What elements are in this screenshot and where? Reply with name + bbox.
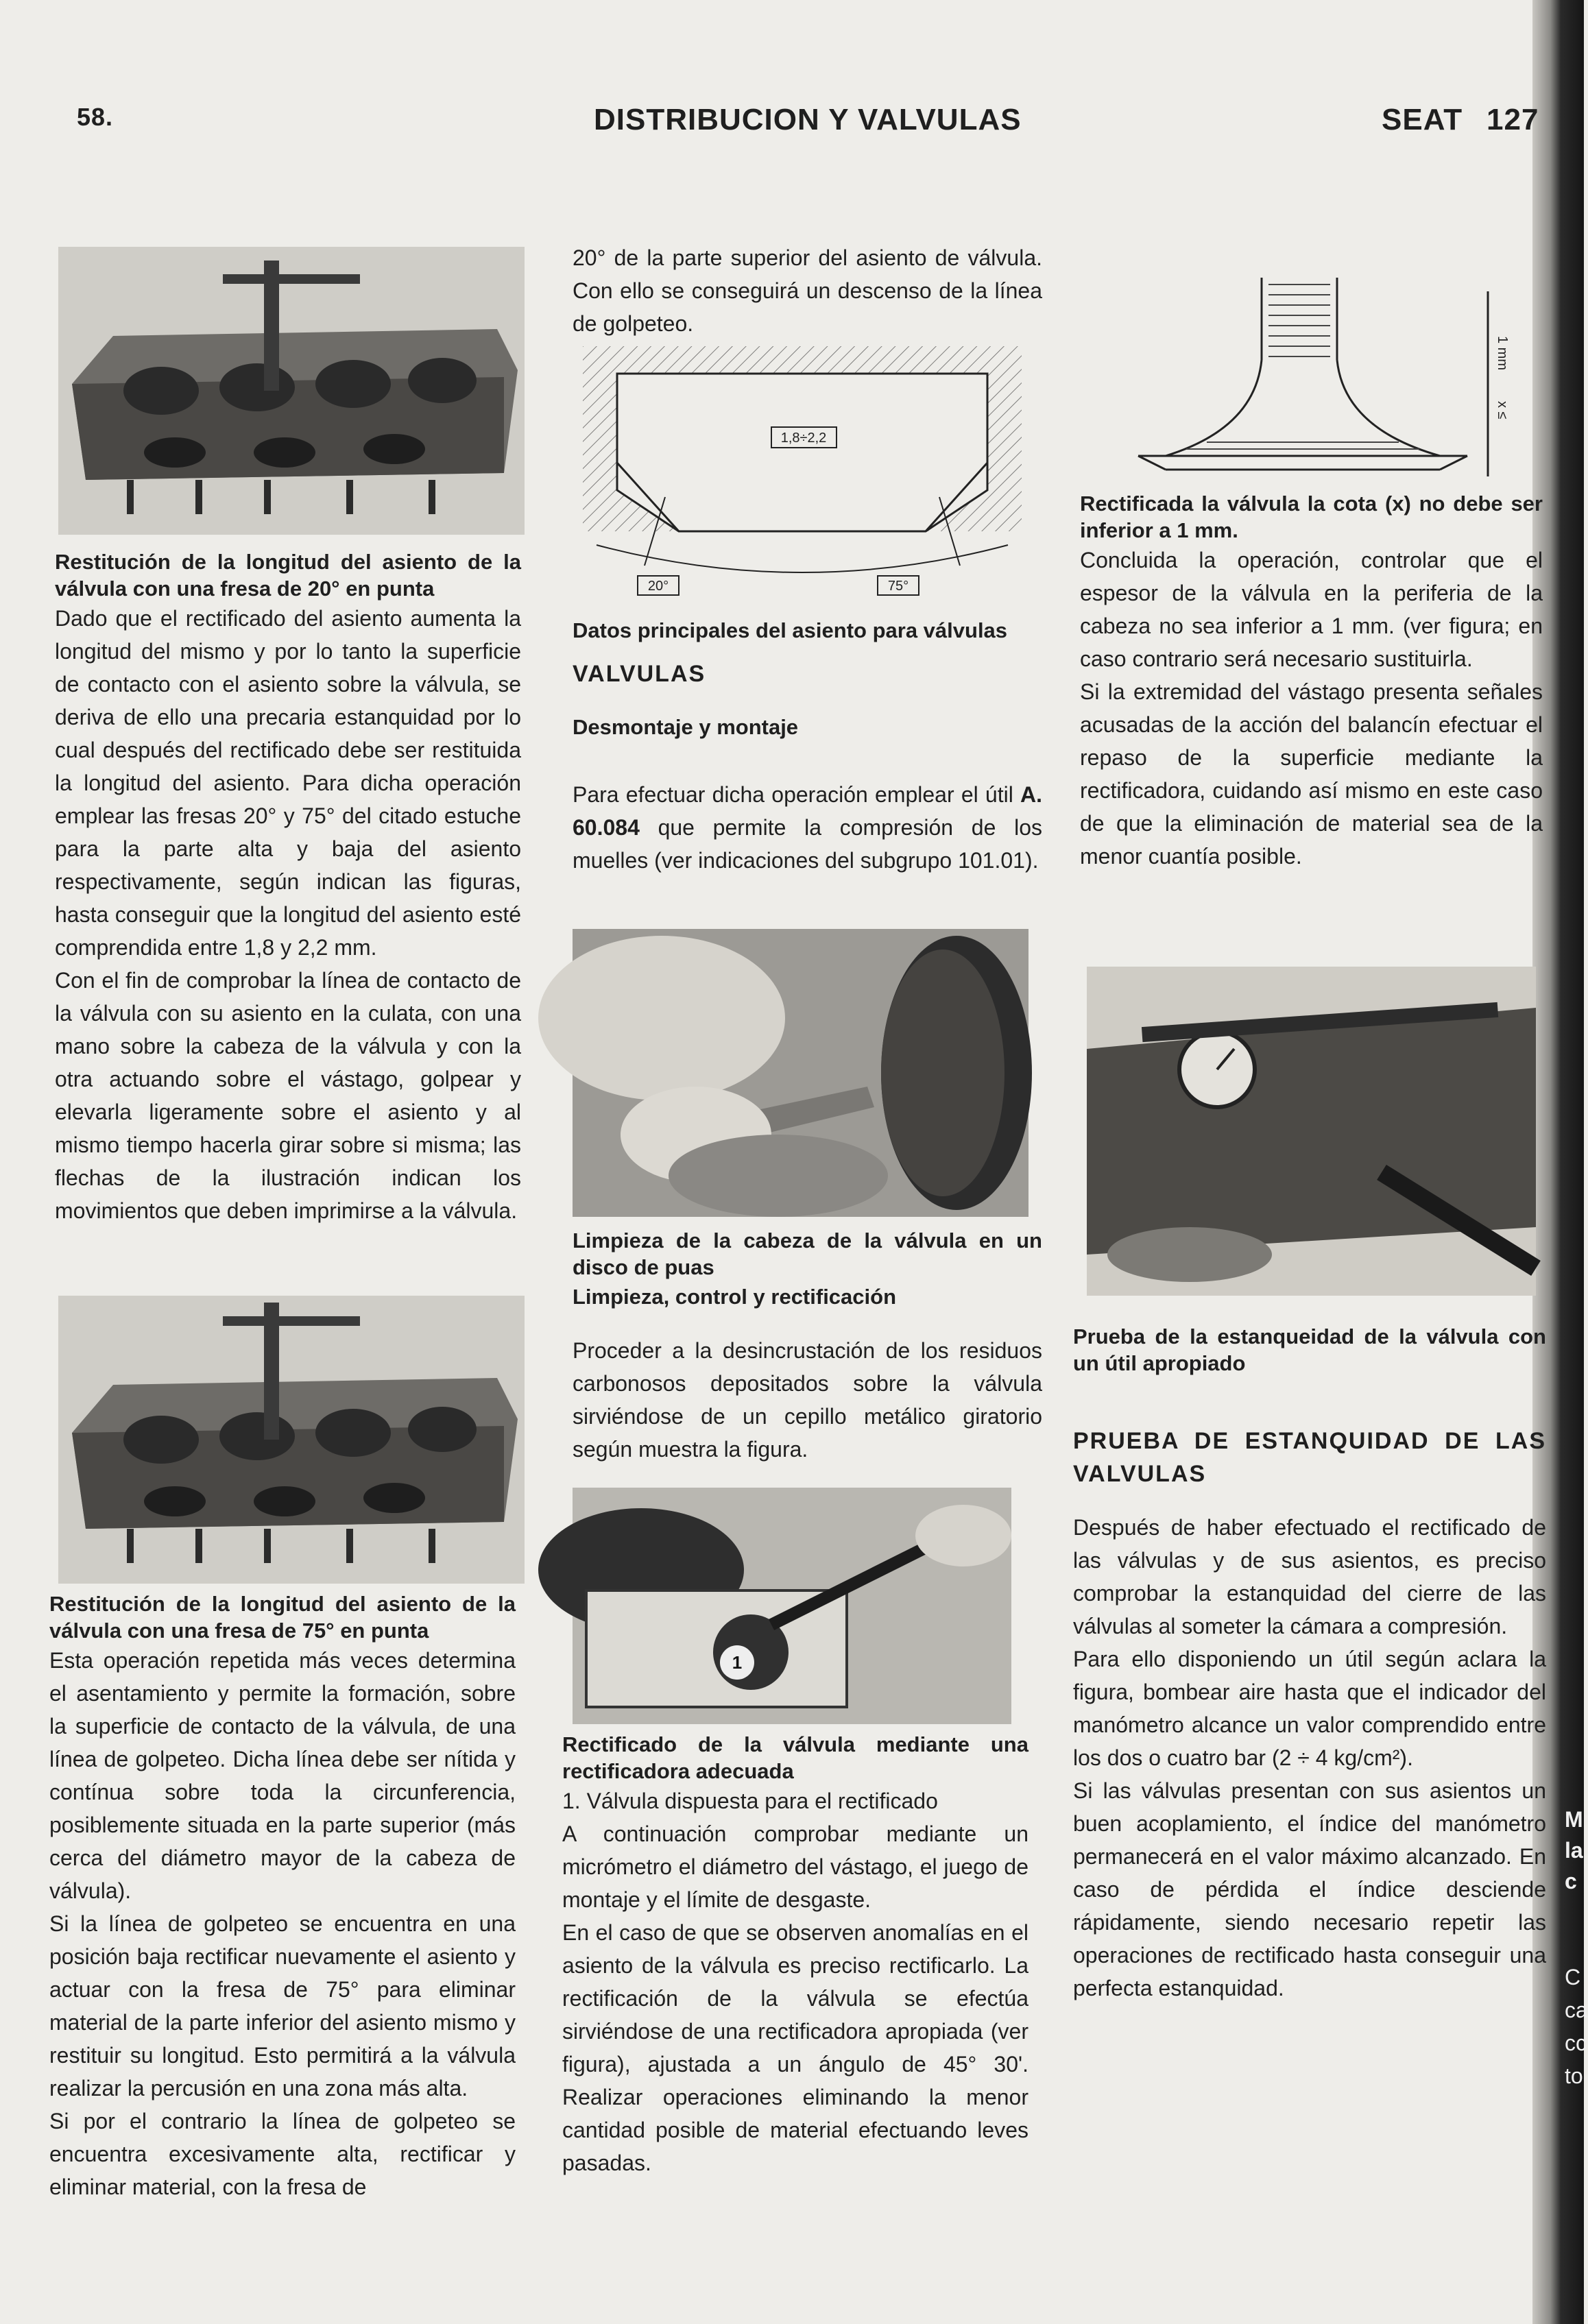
col2-mid-text [573, 617, 1042, 877]
col3-para1: Concluida la operación, controlar que el espesor de la válvula en la periferia de la cabeza no sea inferior a 1 mm. (ver figura; en caso contrario será necesario sustituirla. [1080, 548, 1543, 671]
edge-fragment-2: la [1565, 1838, 1583, 1863]
desmontaje-text-a: Para efectuar dicha operación emplear el útil [573, 782, 1020, 807]
col1-para5: Si por el contrario la línea de golpeteo se encuentra excesivamente alta, rectificar y eliminar material, con la fresa de [49, 2109, 516, 2199]
col3-para2: Si la extremidad del vástago presenta señales acusadas de la acción del balancín efectuar el repaso de la superficie mediante la rectificadora, cuidando así mismo en este caso de que la eliminación de material sea de la menor cuantía posible. [1080, 679, 1543, 869]
cylinder-head-photo-20deg [58, 247, 525, 535]
column-3 [1080, 490, 1543, 873]
diagram-angle-20-label: 20° [647, 579, 669, 594]
col1-para3: Esta operación repetida más veces determina el asentamiento y permite la formación, sobre la superficie de contacto de la válvula, de una línea de golpeteo. Dicha línea debe ser nítida y contínua sobre toda la circunferencia, posiblemente situada en la parte superior (más cerca del diámetro mayor de la cabeza de válvula). [49, 1648, 516, 1903]
diagram-length-label: 1,8÷2,2 [780, 431, 827, 446]
desmontaje-text-b: que permite la compresión de los muelles (ver indicaciones del subgrupo 101.01). [573, 815, 1042, 873]
header-model: 127 [1487, 103, 1539, 136]
col1-para2: Con el fin de comprobar la línea de contacto de la válvula con su asiento en la culata, con una mano sobre la cabeza de la válvula y con la otra actuando sobre el vástago, golpear y elevarla ligeramente sobre el asiento y al mismo tiempo hacerla girar sobre si misma; las flechas de la ilustración indican los movimientos que deben imprimirse a la válvula. [55, 968, 521, 1223]
col2-para-control2: En el caso de que se observen anomalías en el asiento de la válvula es preciso rectificarlo. La rectificación de la válvula se efectúa sirviéndose de una rectificadora apropiada (ver figura), ajustada a un ángulo de 45° 30'. Realizar operaciones eliminando la menor cantidad posible de material efectuando leves pasadas. [562, 1920, 1028, 2175]
col3-diagram-caption: Rectificada la válvula la cota (x) no debe ser inferior a 1 mm. [1080, 492, 1543, 542]
col2-para-limpieza: Proceder a la desincrustación de los residuos carbonosos depositados sobre la válvula sirviéndose de un cepillo metálico giratorio según muestra la figura. [573, 1338, 1042, 1462]
col2-para-desmontaje [573, 778, 1042, 877]
diagram-angle-75-label: 75° [887, 579, 909, 594]
section-prueba-estanquidad: PRUEBA DE ESTANQUIDAD DE LAS VALVULAS [1073, 1428, 1546, 1487]
photo4-caption: Rectificado de la válvula mediante una rectificadora adecuada [562, 1732, 1028, 1783]
photo5-caption: Prueba de la estanqueidad de la válvula con un útil apropiado [1073, 1324, 1546, 1375]
photo1-caption: Restitución de la longitud del asiento de la válvula con una fresa de 20° en punta [55, 550, 521, 601]
col1-para1: Dado que el rectificado del asiento aumenta la longitud del mismo y por lo tanto la superficie de contacto con el asiento sobre la válvula, se deriva de ello una precaria estanquidad por lo cual después del rectificado debe ser restituida la longitud del asiento. Para dicha operación emplear las fresas 20° y 75° del citado estuche para la parte alta y baja del asiento respectivamente, según indican las figuras, hasta conseguir que la longitud del asiento esté comprendida entre 1,8 y 2,2 mm. [55, 606, 521, 960]
subsection-limpieza: Limpieza, control y rectificación [573, 1285, 897, 1309]
column-1 [55, 548, 521, 1227]
photo3-caption: Limpieza de la cabeza de la válvula en un disco de puas [573, 1228, 1042, 1279]
valve-grinder-photo [573, 1488, 1011, 1724]
wire-brush-photo [573, 929, 1028, 1217]
col3-para3: Después de haber efectuado el rectificado de las válvulas y de sus asientos, es preciso comprobar la estanquidad del cierre de las válvulas al someter la cámara a compresión. [1073, 1515, 1546, 1638]
dimension-1mm-label: 1 mm [1495, 336, 1510, 370]
valve-thickness-diagram [1124, 264, 1508, 490]
col2-top-text [573, 241, 1042, 340]
marker-1: 1 [732, 1652, 743, 1673]
leak-test-photo [1087, 967, 1536, 1296]
edge-fragment-6: cc [1565, 2031, 1587, 2055]
edge-fragment-3: c [1565, 1869, 1577, 1893]
page-title: DISTRIBUCION Y VALVULAS [594, 103, 1022, 136]
photo2-caption: Restitución de la longitud del asiento de la válvula con una fresa de 75° en punta [49, 1592, 516, 1643]
col3-para4: Para ello disponiendo un útil según aclara la figura, bombear aire hasta que el indicador del manómetro alcance un valor comprendido entre los dos o cuatro bar (2 ÷ 4 kg/cm²). [1073, 1647, 1546, 1770]
edge-fragment-4: C [1565, 1965, 1581, 1989]
header-brand: SEAT [1382, 103, 1463, 136]
photo4-item: 1. Válvula dispuesta para el rectificado [562, 1789, 938, 1813]
page-number: 58. [77, 103, 114, 131]
dimension-x-label: x ≤ [1495, 401, 1510, 420]
col1-para4: Si la línea de golpeteo se encuentra en una posición baja rectificar nuevamente el asiento y actuar con la fresa de 75° para eliminar material de la parte inferior del asiento mismo y restituir su longitud. Esto permitirá a la válvula realizar la percusión en una zona más alta. [49, 1911, 516, 2101]
tool-reference: A. 60.084 [573, 782, 1042, 840]
col2-bottom-text [562, 1731, 1028, 2179]
col2-lower-text [573, 1227, 1042, 1466]
column-3-lower [1073, 1323, 1546, 2005]
col2-para-control1: A continuación comprobar mediante un micrómetro el diámetro del vástago, el juego de montaje y el límite de desgaste. [562, 1821, 1028, 1912]
section-valvulas: VALVULAS [573, 661, 706, 687]
col2-para-top: 20° de la parte superior del asiento de válvula. Con ello se conseguirá un descenso de la línea de golpeteo. [573, 245, 1042, 336]
subsection-desmontaje: Desmontaje y montaje [573, 715, 799, 739]
column-1-lower [49, 1590, 516, 2203]
edge-fragment-7: to [1565, 2063, 1583, 2088]
edge-fragment-1: M [1565, 1807, 1583, 1832]
cylinder-head-photo-75deg [58, 1296, 525, 1584]
col3-para5: Si las válvulas presentan con sus asientos un buen acoplamiento, el índice del manómetro permanecerá en el valor máximo alcanzado. En caso de pérdida el índice desciende rápidamente, siendo necesario repetir las operaciones de rectificado hasta conseguir una perfecta estanquidad. [1073, 1778, 1546, 2000]
edge-fragment-5: ca [1565, 1998, 1588, 2022]
valve-seat-diagram [576, 339, 1028, 600]
diagram-caption: Datos principales del asiento para válvulas [573, 618, 1008, 642]
